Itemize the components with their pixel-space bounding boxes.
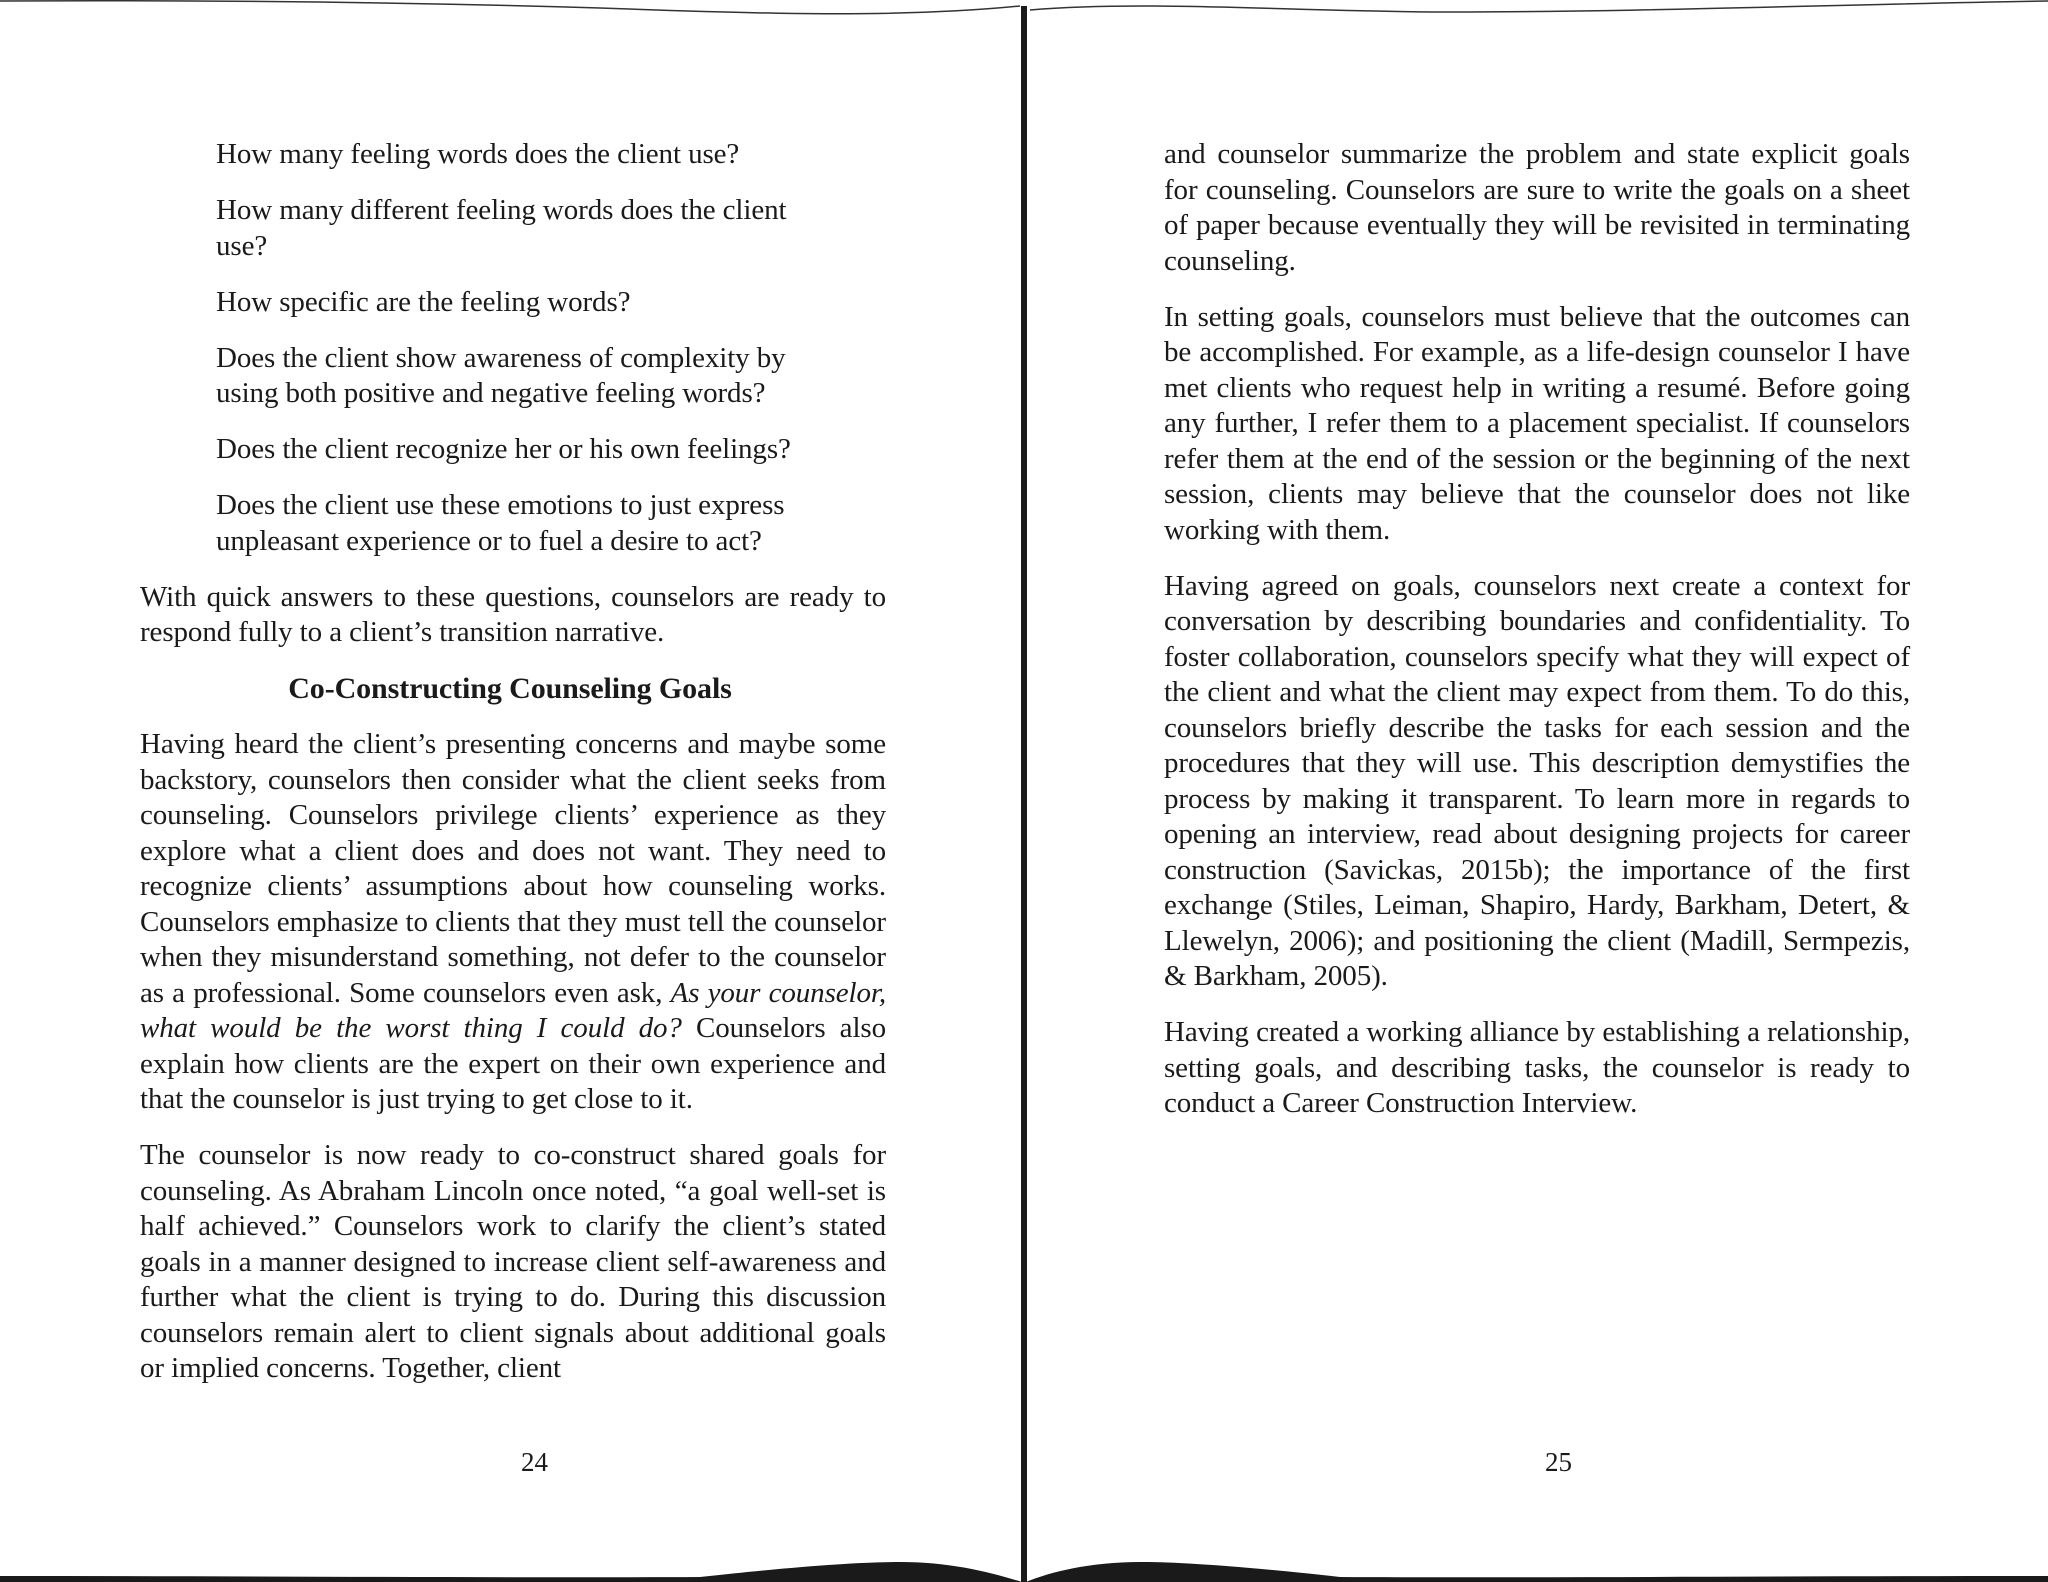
feeling-question: Does the client recognize her or his own feelings? <box>216 433 791 465</box>
paragraph-coconstruct: The counselor is now ready to co-construct shared goals for counseling. As Abraham Lincoln once noted, “a goal well-set is half achieved.” Counselors work to clarify the client’s stated goals in a manner designed to increase client self-awareness and further what the client is trying to do. During this discussion counselors remain alert to client signals about additional goals or implied concerns. Together, client <box>140 1139 886 1384</box>
page-number-left: 24 <box>521 1447 548 1477</box>
paragraph-setting-goals: In setting goals, counselors must believe that the outcomes can be accomplished. For example, as a life-design counselor I have met clients who request help in writing a resumé. Before going any further, I refer them to a placement specialist. If counselors refer them at the end of the session or the beginning of the next session, clients may believe that the counselor does not like working with them. <box>1164 300 1910 546</box>
right-page-text <box>1164 137 1910 1142</box>
paragraph-goals-text-1: Having heard the client’s presenting concerns and maybe some backstory, counselors then consider what the client seeks from counseling. Counselors privilege clients’ experience as they explore what a client does and does not want. They need to recognize clients’ assumptions about how counseling works. Counselors emphasize to clients that they must tell the counselor when they misunderstand something, not defer to the counselor as a professional. Some counselors even ask, <box>140 728 886 1009</box>
paragraph-goals-italic-question: As your counselor, what would be the worst thing I could do? <box>140 976 887 1044</box>
feeling-question: How many feeling words does the client use? <box>216 138 740 170</box>
feeling-question: Does the client show awareness of complexity by using both positive and negative feeling words? <box>216 341 786 409</box>
left-page <box>0 0 1022 1582</box>
feeling-question: How many different feeling words does the client use? <box>216 194 787 262</box>
feeling-question: Does the client use these emotions to just express unpleasant experience or to fuel a desire to act? <box>216 489 785 557</box>
paragraph-alliance: Having created a working alliance by establishing a relationship, setting goals, and describing tasks, the counselor is ready to conduct a Career Construction Interview. <box>1164 1016 1910 1119</box>
left-page-text <box>140 137 886 1407</box>
paragraph-summarize: and counselor summarize the problem and state explicit goals for counseling. Counselors are sure to write the goals on a sheet of paper because eventually they will be revisited in terminating counseling. <box>1164 138 1910 277</box>
page-number-right: 25 <box>1545 1447 1572 1477</box>
paragraph-quick-answers: With quick answers to these questions, counselors are ready to respond fully to a client’s transition narrative. <box>140 580 886 648</box>
section-heading: Co-Constructing Counseling Goals <box>288 672 732 705</box>
paragraph-goals <box>140 727 886 1118</box>
right-page <box>1030 0 2048 1582</box>
paragraph-context: Having agreed on goals, counselors next create a context for conversation by describing boundaries and confidentiality. To foster collaboration, counselors specify what they will expect of the client and what the client may expect from them. To do this, counselors briefly describe the tasks for each session and the procedures that they will use. This description demystifies the process by making it transparent. To learn more in regards to opening an interview, read about designing projects for career construction (Savickas, 2015b); the importance of the first exchange (Stiles, Leiman, Shapiro, Hardy, Barkham, Detert, & Llewelyn, 2006); and positioning the client (Madill, Sermpezis, & Barkham, 2005). <box>1164 569 1910 992</box>
feeling-question: How specific are the feeling words? <box>216 285 631 318</box>
paragraph-goals-text-2: Counselors also explain how clients are the expert on their own experience and that the counselor is just trying to get close to it. <box>140 1012 886 1115</box>
